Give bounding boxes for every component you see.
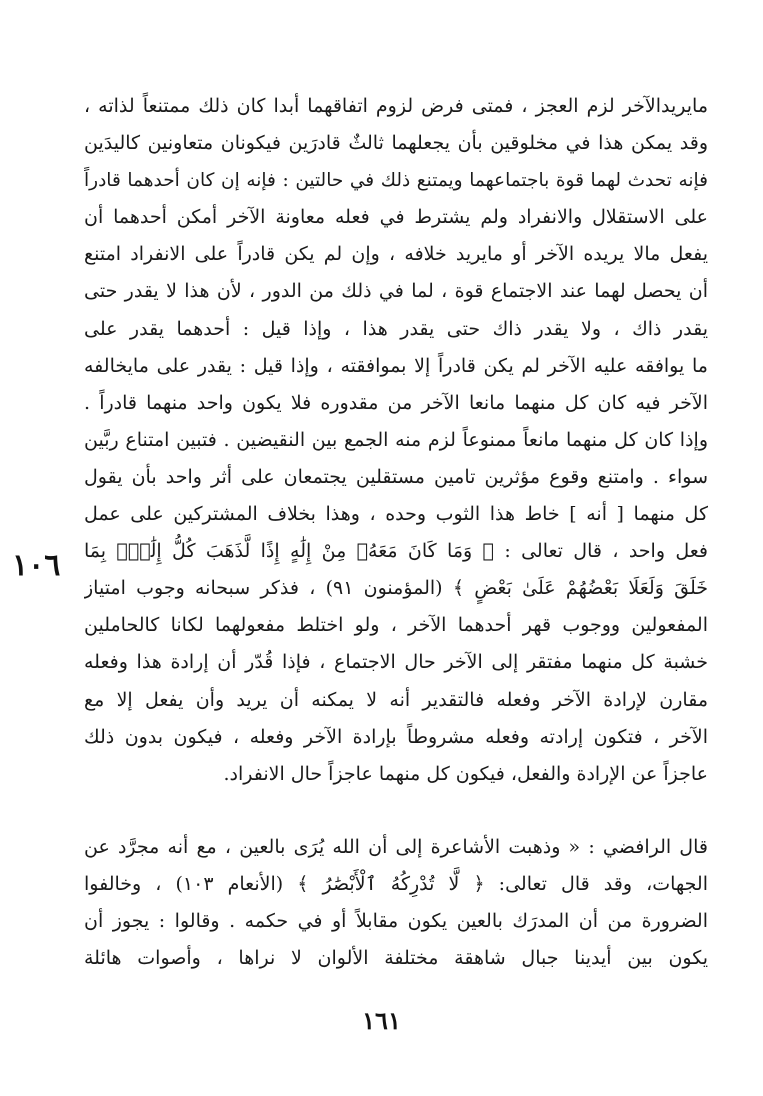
paragraph-2 [84, 829, 708, 977]
text-line: أن يحصل لهما عند الاجتماع قوة ، لما في ذلك من الدور ، لأن هذا لا يقدر حتى [84, 280, 708, 303]
text-line: وإذا كان كل منهما مانعاً ممنوعاً لزم منه الجمع بين النقيضين . فتبين امتناع ربَّين [84, 428, 708, 451]
text-line: ما يوافقه عليه الآخر لم يكن قادراً إلا بموافقته ، وإذا قيل : يقدر على مايخالفه [84, 354, 708, 377]
text-line: الآخر فيه كان كل منهما مانعا الآخر من مقدوره فلا يكون واحد منهما قادراً . [84, 391, 708, 414]
quran-verse-line: خَلَقَ وَلَعَلَا بَعْضُهُمْ عَلَىٰ بَعْضٍ ﴾ (المؤمنون ٩١) ، فذكر سبحانه وجوب امتياز [84, 577, 708, 600]
text-line: كل منهما [ أنه ] خاط هذا الثوب وحده ، وهذا بخلاف المشتركين على عمل [84, 503, 708, 526]
text-line: عاجزاً عن الإرادة والفعل، فيكون كل منهما عاجزاً حال الانفراد. [223, 762, 708, 785]
text-line: الآخر ، فتكون إرادته وفعله مشروطاً بإرادة الآخر وفعله ، فيكون بدون ذلك [84, 725, 708, 748]
text-line: مايريدالآخر لزم العجز ، فمتى فرض لزوم اتفاقهما أبدا كان ذلك ممتنعاً لذاته ، [84, 95, 708, 117]
quran-verse-line: الجهات، وقد قال تعالى: ﴿ لَّا تُدْرِكُهُ ٱلْأَبْصَٰرُ ﴾ (الأنعام ١٠٣) ، وخالفوا [84, 873, 708, 896]
text-line: على الاستقلال والانفراد ولم يشترط في فعله معاونة الآخر أمكن أحدهما أن [84, 206, 708, 229]
margin-reference-number: ١٠٦ [12, 548, 61, 583]
quran-verse-line: فعل واحد ، قال تعالى : ﴿ وَمَا كَانَ مَعَهُۥ مِنْ إِلَٰهٍ إِذًا لَّذَهَبَ كُلُّ إِلَٰهٍۭ بِمَا [84, 540, 708, 563]
text-line: قال الرافضي : « وذهبت الأشاعرة إلى أن الله يُرَى بالعين ، مع أنه مجرَّد عن [84, 836, 708, 858]
text-line: وقد يمكن هذا في مخلوقين بأن يجعلهما ثالثٌ قادرَين فيكونان متعاونين كاليدَين [84, 132, 708, 155]
text-line: يفعل مالا يريده الآخر أو مايريد خلافه ، وإن لم يكن قادراً على الانفراد امتنع [84, 243, 708, 266]
text-line: فإنه تحدث لهما قوة باجتماعهما ويمتنع ذلك في حالتين : فإنه إن كان أحدهما قادراً [84, 170, 708, 192]
text-line: الضرورة من أن المدرَك بالعين يكون مقابلاً أو في حكمه . وقالوا : يجوز أن [84, 910, 708, 933]
paragraph-1 [84, 88, 708, 793]
text-line: يكون بين أيدينا جبال شاهقة مختلفة الألوان لا نراها ، وأصوات هائلة [84, 947, 708, 970]
text-line: سواء . وامتنع وقوع مؤثرين تامين مستقلين يجتمعان على أثر واحد بأن يقول [84, 465, 708, 488]
text-line: المفعولين ووجوب قهر أحدهما الآخر ، ولو اختلط مفعولهما لكانا كالحاملين [84, 614, 708, 637]
text-line: خشبة كل منهما مفتقر إلى الآخر حال الاجتماع ، فإذا قُدّر أن إرادة هذا وفعله [84, 651, 708, 674]
text-line: مقارن لإرادة الآخر وفعله فالتقدير أنه لا يمكنه أن يريد وأن يفعل إلا مع [84, 688, 708, 711]
page-number: ١٦١ [362, 1006, 401, 1035]
text-line: يقدر ذاك ، ولا يقدر ذاك حتى يقدر هذا ، وإذا قيل : أحدهما يقدر على [84, 317, 708, 340]
